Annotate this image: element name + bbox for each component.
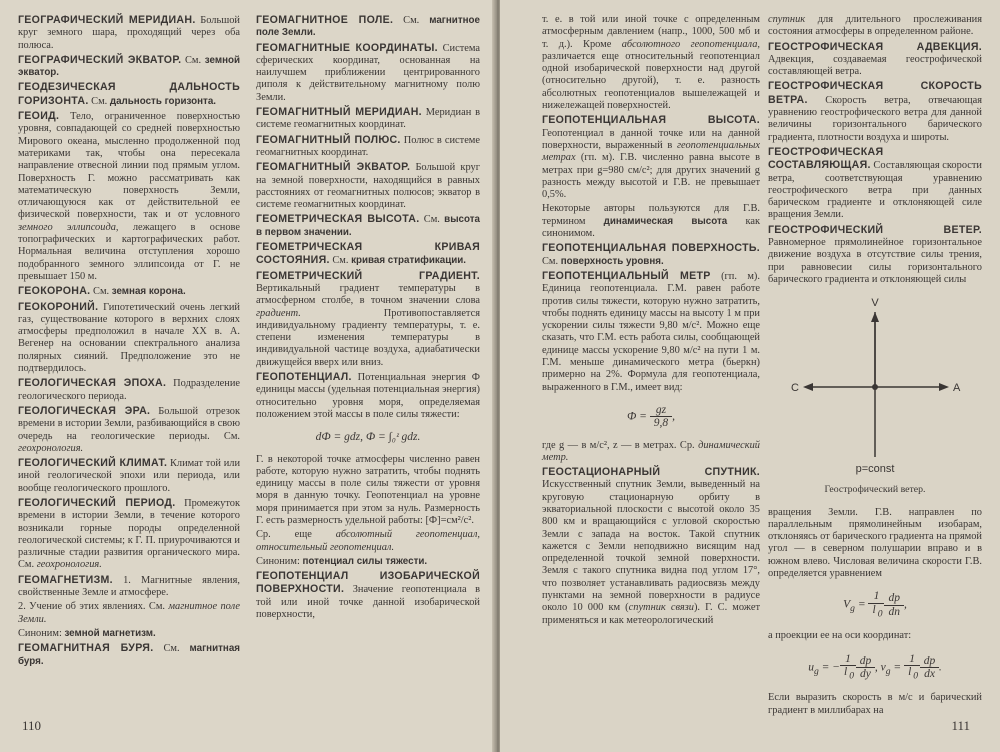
formula-geostrophic-speed xyxy=(768,590,982,620)
formula-u-sub: g xyxy=(813,665,819,677)
figure-caption: Геострофический ветер. xyxy=(824,484,926,496)
entry-text: Геопотенциал в данной точке или на данной поверхности, выраженный в xyxy=(542,127,760,151)
entry-italic-ref: градиент. xyxy=(256,307,301,319)
dictionary-entry xyxy=(256,570,480,621)
dictionary-entry xyxy=(256,14,480,40)
dictionary-entry xyxy=(18,377,240,403)
dictionary-entry xyxy=(542,242,760,268)
entry-cross-reference: дальность горизонта. xyxy=(109,95,217,107)
dictionary-entry xyxy=(18,601,240,626)
entry-text: Если выразить скорость в м/с и барический градиент в миллибарах на xyxy=(768,692,982,716)
entry-italic-ref: геохронология. xyxy=(36,559,102,571)
dictionary-entry xyxy=(18,628,240,640)
fraction-numerator: 1 xyxy=(904,653,920,666)
entry-headword: ГЕОСТАЦИОНАРНЫЙ СПУТНИК. xyxy=(542,466,760,479)
formula-u: u xyxy=(808,661,814,674)
dictionary-entry xyxy=(18,110,240,283)
formula-tail: . xyxy=(938,661,942,674)
dictionary-entry xyxy=(18,14,240,52)
entry-headword: ГЕОМЕТРИЧЕСКИЙ ГРАДИЕНТ. xyxy=(256,269,480,282)
entry-text: т. е. в той или иной точке с определенным атмосферным давлением (напр., 1000, 500 мб и т. д.). Кроме xyxy=(542,14,760,50)
entry-text: Синоним: xyxy=(18,627,65,639)
entry-italic-ref: геопотенциальных метрах xyxy=(542,139,760,164)
entry-text: См. xyxy=(329,255,352,267)
dictionary-entry xyxy=(256,529,480,554)
fraction-numerator: dp xyxy=(920,655,939,668)
dictionary-entry xyxy=(768,224,982,286)
label-isobar: p=const xyxy=(855,463,895,476)
page-number-right: 111 xyxy=(951,718,970,733)
label-v: V xyxy=(871,297,879,310)
entry-text-tail: (гп. м). Г.В. численно равна высоте в метрах при g=980 см/с²; для других значений g разность между высотой и Г.В. не превышает 0,5%. xyxy=(542,152,760,201)
entry-headword: ГЕОГРАФИЧЕСКИЙ ЭКВАТОР. xyxy=(18,53,182,66)
entry-text: Вертикальный градиент температуры в атмосферном столбе, в точном значении слова xyxy=(256,282,480,307)
entry-cross-reference: земной магнетизм. xyxy=(64,627,156,639)
geostrophic-wind-figure xyxy=(768,292,982,496)
dictionary-entry xyxy=(256,454,480,528)
fraction-den-base: 9,8 xyxy=(653,417,669,430)
dictionary-entry xyxy=(256,241,480,268)
entry-text: Некоторые авторы пользуются для Г.В. термином xyxy=(542,203,760,227)
entry-headword: ГЕОПОТЕНЦИАЛЬНАЯ ВЫСОТА. xyxy=(542,114,760,127)
entry-headword: ГЕОСТРОФИЧЕСКАЯ АДВЕКЦИЯ. xyxy=(768,40,982,53)
entry-text: Адвекция, создаваемая геострофической составляющей ветра. xyxy=(768,53,982,78)
air-particle-dot xyxy=(872,384,878,390)
dictionary-entry xyxy=(542,114,760,201)
entry-text: Большой круг земного шара, проходящий через оба полюса. xyxy=(18,15,240,51)
dictionary-entry xyxy=(256,106,480,132)
entry-text: Значение геопотенциала в той или иной точке данной изобарической поверхности, xyxy=(256,584,480,621)
entry-italic-ref: динамический метр. xyxy=(542,439,760,463)
wind-vector-arrowhead xyxy=(871,312,879,322)
dictionary-entry xyxy=(18,81,240,108)
entry-headword: ГЕОМАГНИТНАЯ БУРЯ. xyxy=(18,642,154,655)
dictionary-entry xyxy=(256,134,480,160)
label-a: A xyxy=(953,382,961,395)
formula-tail: , xyxy=(903,598,907,611)
entry-headword: ГЕОЛОГИЧЕСКАЯ ЭРА. xyxy=(18,404,151,417)
entry-cross-reference: высота в первом значении. xyxy=(256,214,480,238)
dictionary-entry xyxy=(256,556,480,568)
entry-headword: ГЕОДЕЗИЧЕСКАЯ ДАЛЬНОСТЬ ГОРИЗОНТА. xyxy=(18,81,240,107)
entry-text: вращения Земли. Г.В. направлен по параллельным прямолинейным изобарам, отклоняясь от барического градиента на прямой угол — в северном полушарии вправо и в южном влево. Числовая величина скорости Г.В. определяется уравнением xyxy=(768,506,982,580)
entry-italic-ref: магнитное поле Земли. xyxy=(18,601,241,625)
dictionary-entry xyxy=(542,270,760,394)
fraction xyxy=(884,592,904,618)
entry-text-tail: Противопоставляется индивидуальному градиенту температуры, т. е. степени изменения температуры в индивидуальной частице воздуха, адиабатически движущейся вверх или вниз. xyxy=(256,307,480,368)
dictionary-entry xyxy=(542,440,760,465)
formula-geostrophic-components xyxy=(768,653,982,683)
entry-text: См. xyxy=(393,15,430,26)
entry-italic-ref: спутник связи xyxy=(628,602,694,614)
entry-text: Ср. еще xyxy=(256,529,336,541)
formula-lhs: V xyxy=(843,598,851,611)
dictionary-entry xyxy=(18,54,240,80)
entry-cross-reference: кривая стратификации. xyxy=(351,255,467,267)
dictionary-entry xyxy=(768,80,982,143)
entry-text: Подразделение геологического периода. xyxy=(18,378,241,402)
entry-text: Большой круг на земной поверхности, находящийся в равных расстояниях от геомагнитных полюсов; экватор в системе геомагнитных координат. xyxy=(256,162,481,211)
dictionary-entry xyxy=(18,285,240,298)
entry-text: Синоним: xyxy=(256,555,303,567)
entry-text: 2. Учение об этих явлениях. См. xyxy=(18,601,169,613)
right-column-1 xyxy=(542,14,760,629)
fraction-numerator: gz xyxy=(650,404,672,417)
fraction-den-base: dy xyxy=(860,667,871,680)
dictionary-entry xyxy=(768,692,982,717)
dictionary-entry xyxy=(542,14,760,112)
entry-text: Промежуток времени в истории Земли, в течение которого возникали горные породы определенной геологической системы; к Г. П. приурочиваются и различные стадии развития органического мира. См. xyxy=(18,497,240,571)
dictionary-entry xyxy=(18,301,240,376)
dictionary-entry xyxy=(542,203,760,240)
entry-headword: ГЕОПОТЕНЦИАЛЬНЫЙ МЕТР xyxy=(542,269,711,282)
fraction-denominator xyxy=(884,606,904,618)
entry-text: Скорость ветра, отвечающая уравнению геострофического ветра для данной величины горизонтального барического градиента, плотности воздуха и широты. xyxy=(768,94,982,143)
entry-headword: ГЕОГРАФИЧЕСКИЙ МЕРИДИАН. xyxy=(18,14,196,26)
entry-text: Меридиан в системе геомагнитных координат. xyxy=(256,107,481,131)
entry-headword: ГЕОКОРОНИЙ. xyxy=(18,300,99,313)
dictionary-entry xyxy=(256,213,480,239)
fraction-numerator: 1 xyxy=(840,653,856,666)
dictionary-entry xyxy=(18,642,240,668)
entry-text: См. xyxy=(419,214,445,226)
fraction-denominator xyxy=(868,604,884,621)
entry-headword: ГЕОСТРОФИЧЕСКАЯ СОСТАВЛЯЮЩАЯ. xyxy=(768,145,884,172)
entry-headword: ГЕОЛОГИЧЕСКИЙ КЛИМАТ. xyxy=(18,457,168,470)
entry-text: Г. в некоторой точке атмосферы численно равен работе, которую нужно затратить, чтобы поднять единицу массы в поле силы тяжести от уровня моря в данную точку. Геопотенциал на уровне моря принимается при этом за нуль. Размерность Г. есть размерность удельной работы: [Ф]=см²/с². xyxy=(256,453,480,526)
fraction xyxy=(856,655,875,681)
fraction-denominator xyxy=(856,668,875,680)
formula-sep: , xyxy=(874,661,881,674)
entry-text: Климат той или иной геологической эпохи или периода, или вообще геологического прошлого. xyxy=(18,458,240,494)
entry-headword: ГЕОПОТЕНЦИАЛЬНАЯ ПОВЕРХНОСТЬ. xyxy=(542,242,760,255)
fraction-den-sub: 0 xyxy=(877,607,883,619)
left-column-1 xyxy=(18,14,240,670)
entry-text-tail: для длительного прослеживания состояния атмосферы в определенном районе. xyxy=(768,14,982,38)
fraction-den-base: dx xyxy=(924,667,935,680)
dictionary-entry xyxy=(768,41,982,79)
dictionary-entry xyxy=(768,14,982,39)
dictionary-entry xyxy=(768,146,982,222)
entry-text-tail: лежащего в основе топографических и картографических работ. Нормальная величина отступления хорошо подобранного земного эллипсоида от Г. не превышает 150 м. xyxy=(18,221,240,282)
entry-text: (гп. м). Единица геопотенциала. Г.М. равен работе против силы тяжести, которую нужно затратить, чтобы поднять единицу массы на высоту 1 м при ускорении силы тяжести 9,80 м/с². Можно еще сказать, что Г.М. есть работа силы, сообщающей единице массы ускорение 9,80 м/с² на пути 1 м. Г.М. меньше динамического метра (бьеркн) примерно на 2%. Формула для геопотенциала, выраженного в Г.М., имеет вид: xyxy=(542,270,760,393)
fraction-denominator xyxy=(840,666,856,683)
fraction-numerator: dp xyxy=(884,592,904,605)
dictionary-entry xyxy=(18,497,240,572)
dictionary-entry xyxy=(768,507,982,581)
entry-headword: ГЕОПОТЕНЦИАЛ. xyxy=(256,371,352,384)
entry-text: Большой отрезок времени в истории Земли, разбивающийся в свою очередь на геологические периоды. См. xyxy=(18,405,240,442)
entry-text: 1. Магнитные явления, свойственные Земле и атмосфере. xyxy=(18,574,240,599)
formula-eq: = xyxy=(890,661,905,674)
gradient-arrowhead xyxy=(939,383,949,391)
page-number-left: 110 xyxy=(22,718,42,733)
coriolis-arrowhead xyxy=(803,383,813,391)
formula-lhs-sub: g xyxy=(850,603,855,615)
entry-text: См. xyxy=(153,643,190,655)
entry-cross-reference: потенциал силы тяжести. xyxy=(302,555,428,567)
entry-headword: ГЕОМАГНЕТИЗМ. xyxy=(18,573,113,586)
entry-cross-reference: динамическая высота xyxy=(603,215,728,227)
entry-cross-reference: земная корона. xyxy=(111,286,186,298)
fraction-denominator xyxy=(920,668,939,680)
right-column-2 xyxy=(768,14,982,719)
fraction-numerator: 1 xyxy=(868,590,884,603)
entry-headword: ГЕОПОТЕНЦИАЛ ИЗОБАРИЧЕСКОЙ ПОВЕРХНОСТИ. xyxy=(256,570,480,596)
entry-text: Система сферических координат, основанная на наилучшем приближении центрированного диполя к действительному магнитному полю Земли. xyxy=(256,42,480,103)
fraction xyxy=(920,655,939,681)
entry-headword: ГЕОМЕТРИЧЕСКАЯ КРИВАЯ СОСТОЯНИЯ. xyxy=(256,241,480,267)
entry-text: Составляющая скорости ветра, соответствующая уравнению геострофического ветра при данных барическом градиенте и отклоняющей силе вращения Земли. xyxy=(768,160,982,221)
entry-cross-reference: магнитное поле Земли. xyxy=(256,15,480,39)
entry-headword: ГЕОЛОГИЧЕСКИЙ ПЕРИОД. xyxy=(18,496,176,509)
entry-cross-reference: магнитная буря. xyxy=(18,643,240,667)
entry-text: где g — в м/с², z — в метрах. Ср. xyxy=(542,439,699,451)
geostrophic-wind-diagram xyxy=(775,292,975,482)
dictionary-entry xyxy=(768,630,982,642)
formula-eq: = − xyxy=(818,661,841,674)
fraction-denominator xyxy=(904,666,920,683)
dictionary-entry xyxy=(256,161,480,211)
entry-italic-ref: геохронология. xyxy=(18,442,84,454)
entry-text: См. xyxy=(542,255,561,267)
entry-headword: ГЕОКОРОНА. xyxy=(18,285,91,298)
formula-eq: = xyxy=(854,598,869,611)
entry-cross-reference: поверхность уровня. xyxy=(560,255,664,267)
left-page xyxy=(0,0,496,752)
fraction xyxy=(904,653,920,683)
entry-text: Равномерное прямолинейное горизонтальное движение воздуха в отсутствие силы трения, при равновесии силы горизонтального барического градиента и отклоняющей силы xyxy=(768,237,982,285)
entry-headword: ГЕОМАГНИТНЫЙ ПОЛЮС. xyxy=(256,133,401,146)
entry-headword: ГЕОМАГНИТНЫЙ ЭКВАТОР. xyxy=(256,161,411,174)
fraction xyxy=(868,590,884,620)
entry-cross-reference: земной экватор. xyxy=(18,54,240,79)
entry-text: См. xyxy=(88,95,110,107)
entry-headword: ГЕОЛОГИЧЕСКАЯ ЭПОХА. xyxy=(18,377,167,390)
entry-text-tail: как синонимом. xyxy=(542,215,760,240)
fraction-den-sub: 0 xyxy=(849,670,855,682)
label-c: C xyxy=(791,382,799,395)
fraction-den-base: l xyxy=(908,665,912,678)
entry-italic-ref: абсолютного геопотенциала, xyxy=(621,38,760,50)
dictionary-entry xyxy=(18,574,240,600)
dictionary-entry xyxy=(256,270,480,369)
entry-headword: ГЕОИД. xyxy=(18,110,60,123)
fraction-numerator: dp xyxy=(856,655,875,668)
fraction-den-sub: 0 xyxy=(913,670,919,682)
formula-v-sub: g xyxy=(885,665,891,677)
entry-text: Тело, ограниченное поверхностью уровня, совпадающей со средней поверхностью Мирового океана, мысленно продолженной под материками так, чтобы она пересекала направление отвесной линии под прямым углом. Поверхность Г. можно рассматривать как математическую поверхность Земли, отличающуюся как от действительной ее физической поверхности, так и от условного xyxy=(18,111,240,221)
entry-headword: ГЕОСТРОФИЧЕСКАЯ СКОРОСТЬ ВЕТРА. xyxy=(768,80,982,106)
fraction xyxy=(650,404,672,430)
entry-text: Искусственный спутник Земли, выведенный на круговую стационарную орбиту в экваториальной плоскости с высотой около 35 800 км и вращающийся с угловой скоростью Земли с запада на восток. Такой спутник кажется с Земли неподвижно висящим над определенной точкой земной поверхности. Земля с такого спутника видна под углом 17°, что позволяет устанавливать радиосвязь между пунктами на земной поверхности в радиусе около 10 000 км ( xyxy=(542,479,760,614)
fraction-denominator xyxy=(650,417,672,429)
fraction-den-base: dn xyxy=(888,605,900,618)
entry-headword: ГЕОМАГНИТНЫЕ КООРДИНАТЫ. xyxy=(256,41,438,54)
formula-geopotential: dФ = gdz, Ф = ∫₀ᶻ gdz. xyxy=(315,431,421,444)
entry-text: См. xyxy=(90,286,112,298)
right-page xyxy=(500,0,1000,752)
entry-text: Потенциальная энергия Ф единицы массы (удельная потенциальная энергия) относительно уровня моря, определяемая положением этой массы в поле силы тяжести: xyxy=(256,372,480,420)
entry-headword: ГЕОСТРОФИЧЕСКИЙ ВЕТЕР. xyxy=(768,223,982,236)
dictionary-entry xyxy=(256,371,480,421)
formula-tail: , xyxy=(672,410,675,423)
entry-headword: ГЕОМАГНИТНОЕ ПОЛЕ. xyxy=(256,14,394,26)
dictionary-entry xyxy=(18,405,240,455)
entry-italic-ref: земного эллипсоида, xyxy=(18,221,119,233)
entry-italic-ref: спутник xyxy=(768,14,806,25)
entry-text-tail: различается еще относительный геопотенциал одной изобарической поверхности над другой (относительно другой), т. е. разность абсолютных геопотенциалов вышележащей и нижележащей поверхностей. xyxy=(542,50,760,112)
formula-v: v xyxy=(880,661,886,674)
formula-lhs: Ф = xyxy=(626,410,650,423)
fraction-den-base: l xyxy=(844,665,848,678)
entry-text: См. xyxy=(181,54,205,66)
entry-text: Полюс в системе геомагнитных координат. xyxy=(256,134,480,158)
formula-geopotential-meter xyxy=(542,404,760,430)
entry-text-tail: ). Г. С. может применяться и как метеорологический xyxy=(542,602,760,626)
entry-italic-ref: абсолютный геопотенциал, относительный геопотенциал. xyxy=(256,529,480,553)
dictionary-entry xyxy=(542,466,760,627)
dictionary-entry xyxy=(18,457,240,495)
entry-text: а проекции ее на оси координат: xyxy=(768,630,912,642)
dictionary-entry xyxy=(256,42,480,104)
left-column-2 xyxy=(256,14,480,623)
entry-headword: ГЕОМЕТРИЧЕСКАЯ ВЫСОТА. xyxy=(256,213,420,226)
entry-headword: ГЕОМАГНИТНЫЙ МЕРИДИАН. xyxy=(256,106,422,119)
fraction-den-base: l xyxy=(872,603,876,616)
fraction xyxy=(840,653,856,683)
entry-text: Гипотетический очень легкий газ, существование которого в верхних слоях атмосферы предположил в начале XX в. А. Вегенер на основании спектрального анализа полярных сияний. Предположение это не подтвердилось. xyxy=(18,301,240,375)
